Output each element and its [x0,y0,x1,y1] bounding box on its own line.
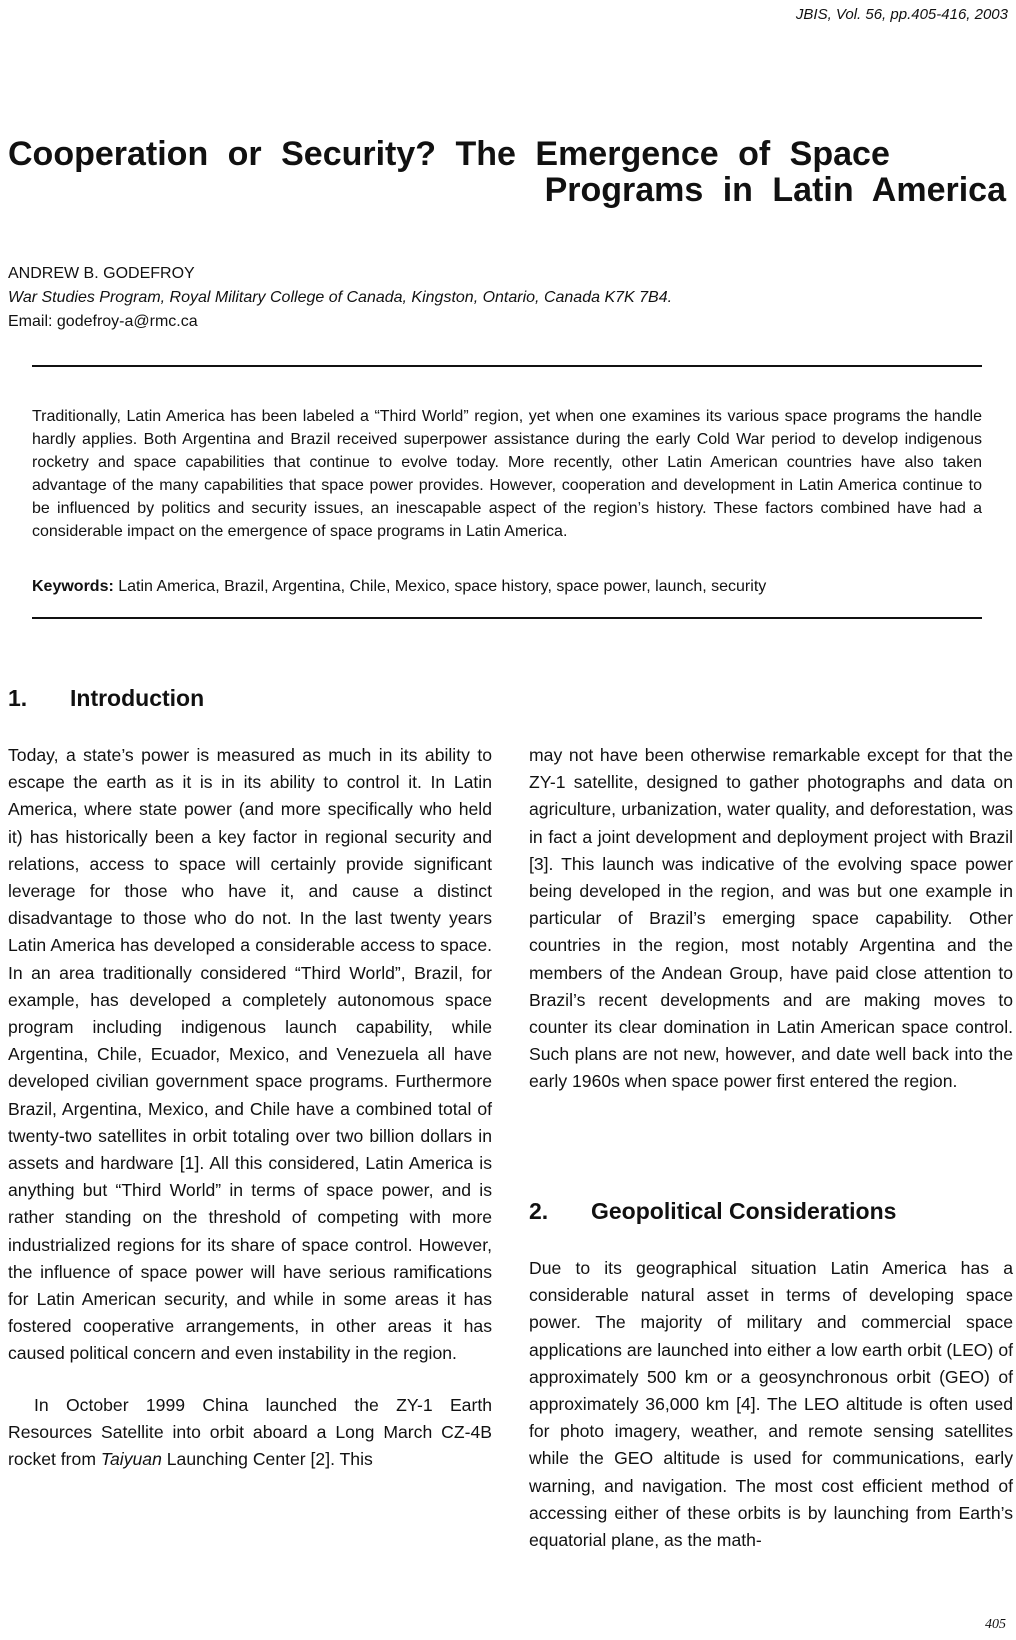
right-column [529,742,1013,1096]
body-paragraph: Due to its geographical situation Latin America has a considerable natural asset in terms of developing space power. The majority of military and commercial space applications are launched into either a low earth orbit (LEO) of approximately 500 km or a geosynchronous orbit (GEO) of approximately 36,000 km [4]. The LEO altitude is often used for photo imagery, weather, and remote sensing satellites while the GEO altitude is used for communications, early warning, and navigation. The most cost efficient method of accessing either of these orbits is by launching from Earth’s equatorial plane, as the math- [529,1258,1013,1551]
paper-title [8,136,1008,208]
section-heading-geopolitical [529,1198,896,1225]
keywords-text: Latin America, Brazil, Argentina, Chile, Mexico, space history, space power, launch, security [118,578,767,595]
abstract: Traditionally, Latin America has been labeled a “Third World” region, yet when one examines its various space programs the handle hardly applies. Both Argentina and Brazil received superpower assistance during the early Cold War period to develop indigenous rocketry and space capabilities that continue to evolve today. More recently, other Latin American countries have also taken advantage of the many capabilities that space power provides. However, cooperation and development in Latin America continue to be influenced by politics and security issues, an inescapable aspect of the region’s history. These factors combined have had a considerable impact on the emergence of space programs in Latin America. [32,408,982,540]
abstract-bottom-rule [32,617,982,619]
body-paragraph: may not have been otherwise remarkable except for that the ZY-1 satellite, designed to gather photographs and data on agriculture, urbanization, water quality, and deforestation, was in fact a joint development and deployment project with Brazil [3]. This launch was indicative of the evolving space power being developed in the region, and was but one example in particular of Brazil’s emerging space capability. Other countries in the region, most notably Argentina and the members of the Andean Group, have paid close attention to Brazil’s recent developments and are making moves to counter its clear domination in Latin American space control. Such plans are not new, however, and date well back into the early 1960s when space power first entered the region. [529,745,1013,1092]
text-run-italic: Taiyuan [100,1449,162,1470]
section-number: 2. [529,1198,549,1224]
section-title: Introduction [70,685,205,711]
journal-reference: JBIS, Vol. 56, pp.405-416, 2003 [795,6,1008,23]
page-number: 405 [985,1617,1006,1632]
body-paragraph [8,1392,492,1474]
paper-title-line-1: Cooperation or Security? The Emergence of Space [8,135,890,173]
section-heading-introduction [8,685,204,712]
section-number: 1. [8,685,28,711]
text-run: In October 1999 China launched the ZY-1 Earth Resources Satellite into orbit aboard a Long March CZ-4B rocket from [8,1394,492,1470]
left-column [8,742,492,1473]
author-email: Email: godefroy-a@rmc.ca [8,313,198,330]
abstract-top-rule [32,365,982,367]
section-title: Geopolitical Considerations [591,1198,897,1224]
author-block [8,262,672,334]
author-affiliation: War Studies Program, Royal Military College of Canada, Kingston, Ontario, Canada K7K 7B4. [8,289,673,306]
author-name: ANDREW B. GODEFROY [8,265,195,282]
text-run: Launching Center [2]. This [161,1449,373,1470]
keywords [32,578,982,596]
paper-title-line-2: Programs in Latin America [544,171,1006,209]
keywords-label: Keywords: [32,578,114,595]
right-column-continued [529,1255,1013,1554]
body-paragraph: Today, a state’s power is measured as much in its ability to escape the earth as it is in its ability to control it. In Latin America, where state power (and more specifically who held it) has historically been a key factor in regional security and relations, access to space will certainly provide significant leverage for those who have it, and cause a distinct disadvantage to those who do not. In the last twenty years Latin America has developed a considerable access to space. In an area traditionally considered “Third World”, Brazil, for example, has developed a completely autonomous space program including indigenous launch capability, while Argentina, Chile, Ecuador, Mexico, and Venezuela all have developed civilian government space programs. Furthermore Brazil, Argentina, Mexico, and Chile have a combined total of twenty-two satellites in orbit totaling over two billion dollars in assets and hardware [1]. All this considered, Latin America is anything but “Third World” in terms of space power, and is rather standing on the threshold of competing with more industrialized regions for its share of space control. However, the influence of space power will have serious ramifications for Latin American security, and while in some areas it has fostered cooperative arrangements, in other areas it has caused political concern and even instability in the region. [8,745,492,1364]
